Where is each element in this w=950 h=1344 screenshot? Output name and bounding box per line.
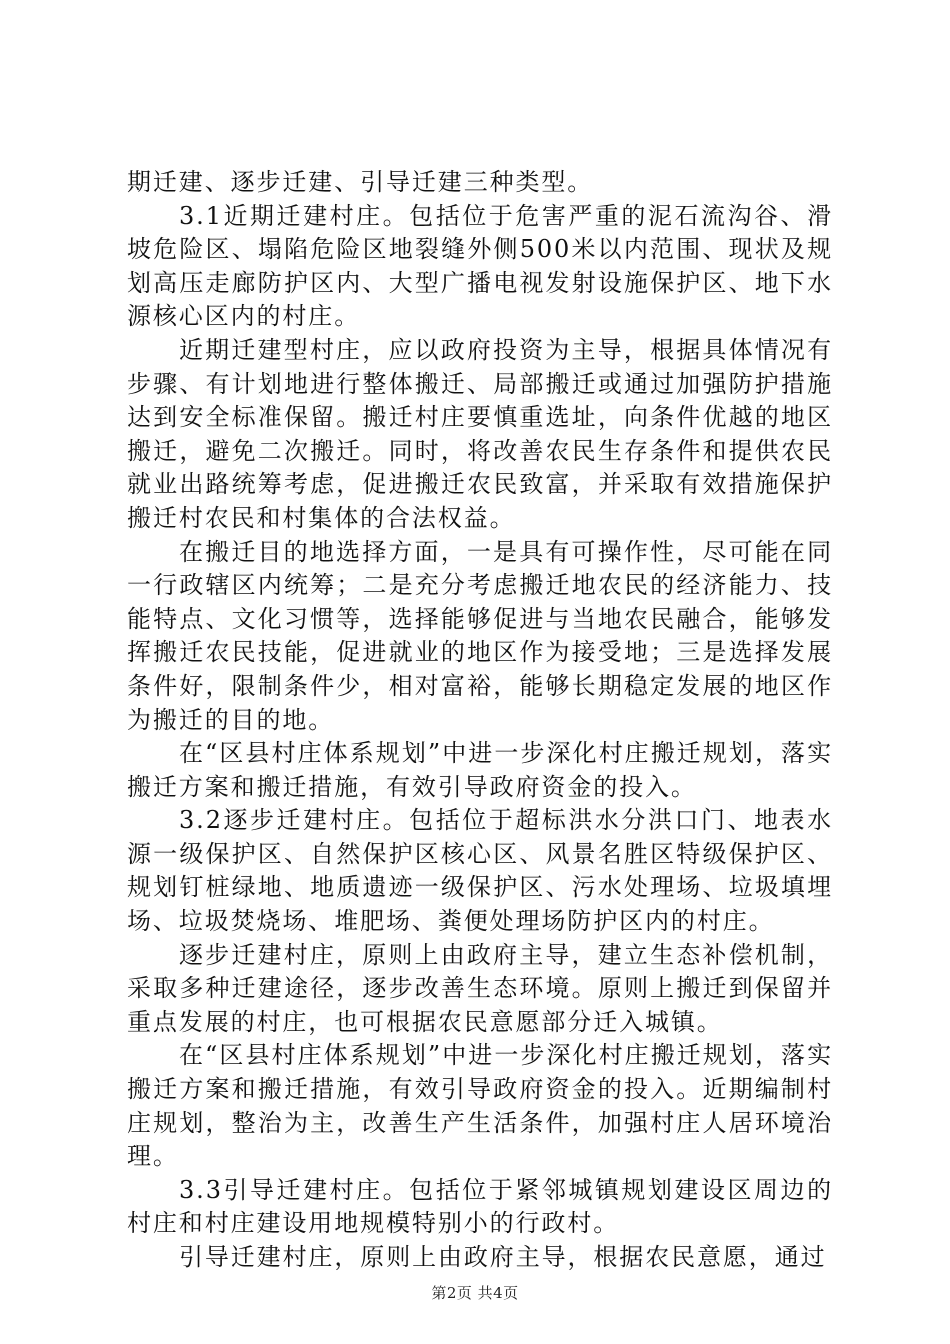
document-body <box>127 166 833 1275</box>
paragraph: 期迁建、逐步迁建、引导迁建三种类型。 <box>127 168 594 196</box>
paragraph: 引导迁建村庄，原则上由政府主导，根据农民意愿，通过 <box>179 1243 827 1271</box>
paragraph: 近期迁建型村庄，应以政府投资为主导，根据具体情况有步骤、有计划地进行整体搬迁、局部搬迁或通过加强防护措施达到安全标准保留。搬迁村庄要慎重选址，向条件优越的地区搬迁，避免二次搬迁。同时，将改善农民生存条件和提供农民就业出路统筹考虑，促进搬迁农民致富，并采取有效措施保护搬迁村农民和村集体的合法权益。 <box>127 335 833 532</box>
paragraph: 3.2逐步迁建村庄。包括位于超标洪水分洪口门、地表水源一级保护区、自然保护区核心区、风景名胜区特级保护区、规划钉桩绿地、地质遗迹一级保护区、污水处理场、垃圾填埋场、垃圾焚烧场、堆肥场、粪便处理场防护区内的村庄。 <box>127 806 833 936</box>
paragraph: 3.3引导迁建村庄。包括位于紧邻城镇规划建设区周边的村庄和村庄建设用地规模特别小的行政村。 <box>127 1175 833 1238</box>
paragraph: 3.1近期迁建村庄。包括位于危害严重的泥石流沟谷、滑坡危险区、塌陷危险区地裂缝外侧500米以内范围、现状及规划高压走廊防护区内、大型广播电视发射设施保护区、地下水源核心区内的村庄。 <box>127 201 833 331</box>
paragraph: 逐步迁建村庄，原则上由政府主导，建立生态补偿机制，采取多种迁建途径，逐步改善生态环境。原则上搬迁到保留并重点发展的村庄，也可根据农民意愿部分迁入城镇。 <box>127 940 833 1036</box>
paragraph: 在搬迁目的地选择方面，一是具有可操作性，尽可能在同一行政辖区内统筹；二是充分考虑搬迁地农民的经济能力、技能特点、文化习惯等，选择能够促进与当地农民融合，能够发挥搬迁农民技能，促进就业的地区作为接受地；三是选择发展条件好，限制条件少，相对富裕，能够长期稳定发展的地区作为搬迁的目的地。 <box>127 537 833 734</box>
paragraph: 在“区县村庄体系规划”中进一步深化村庄搬迁规划，落实搬迁方案和搬迁措施，有效引导政府资金的投入。 <box>127 739 833 801</box>
paragraph: 在“区县村庄体系规划”中进一步深化村庄搬迁规划，落实搬迁方案和搬迁措施，有效引导政府资金的投入。近期编制村庄规划，整治为主，改善生产生活条件，加强村庄人居环境治理。 <box>127 1041 833 1171</box>
page-footer: 第2页 共4页 <box>431 1284 519 1302</box>
